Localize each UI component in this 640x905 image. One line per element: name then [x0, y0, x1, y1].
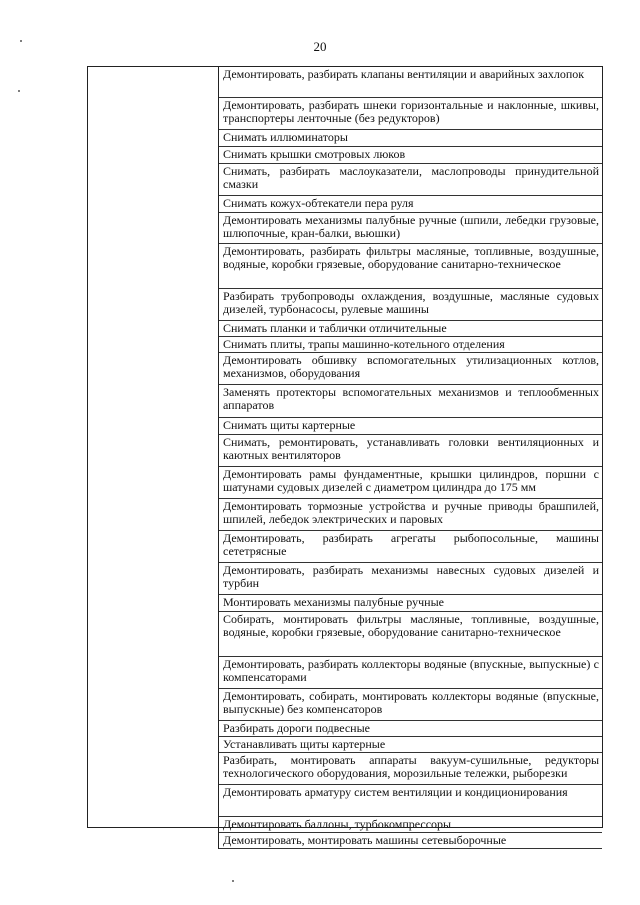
table-row: Демонтировать баллоны, турбокомпрессоры: [219, 817, 602, 833]
table-row: Собирать, монтировать фильтры масляные, топливные, воздушные, водяные, коробки грязевые, оборудование санитарно-техническое: [219, 612, 602, 657]
table-row: Демонтировать, монтировать машины сетевыборочные: [219, 833, 602, 849]
table-row: Заменять протекторы вспомогательных механизмов и теплообменных аппаратов: [219, 385, 602, 418]
table-row: Снимать планки и таблички отличительные: [219, 321, 602, 337]
table-row: Демонтировать обшивку вспомогательных утилизационных котлов, механизмов, оборудования: [219, 353, 602, 385]
table-row: Разбирать дороги подвесные: [219, 721, 602, 737]
table-row: Снимать крышки смотровых люков: [219, 147, 602, 164]
table-row: Демонтировать, разбирать механизмы навесных судовых дизелей и турбин: [219, 563, 602, 595]
table-row: Разбирать, монтировать аппараты вакуум-сушильные, редукторы технологического оборудования, морозильные тележки, рыборезки: [219, 753, 602, 785]
scan-speck: [20, 40, 22, 42]
left-empty-column: [87, 66, 219, 826]
table-row: Демонтировать арматуру систем вентиляции и кондиционирования: [219, 785, 602, 817]
table-row: Монтировать механизмы палубные ручные: [219, 595, 602, 612]
table-row: Снимать плиты, трапы машинно-котельного отделения: [219, 337, 602, 353]
table-row: Снимать кожух-обтекатели пера руля: [219, 196, 602, 213]
page-number: 20: [313, 39, 327, 54]
scan-speck: [232, 880, 234, 882]
table-row: Демонтировать тормозные устройства и ручные приводы брашпилей, шпилей, лебедок электрических и паровых: [219, 499, 602, 531]
table-row: Разбирать трубопроводы охлаждения, воздушные, масляные судовых дизелей, турбонасосы, рулевые машины: [219, 289, 602, 321]
work-list-table: [218, 66, 602, 849]
table-row: Демонтировать, разбирать шнеки горизонтальные и наклонные, шкивы, транспортеры ленточные (без редукторов): [219, 98, 602, 130]
table-row: Демонтировать, разбирать клапаны вентиляции и аварийных захлопок: [219, 66, 602, 98]
table-row: Устанавливать щиты картерные: [219, 737, 602, 753]
table-row: Демонтировать, разбирать агрегаты рыбопосольные, машины сететрясные: [219, 531, 602, 563]
table-row: Снимать щиты картерные: [219, 418, 602, 435]
table-row: Снимать, разбирать маслоуказатели, маслопроводы принудительной смазки: [219, 164, 602, 196]
table-row: Демонтировать, разбирать коллекторы водяные (впускные, выпускные) с компенсаторами: [219, 657, 602, 689]
table-row: Демонтировать рамы фундаментные, крышки цилиндров, поршни с шатунами судовых дизелей с диаметром цилиндра до 175 мм: [219, 467, 602, 499]
table-row: Снимать, ремонтировать, устанавливать головки вентиляционных и каютных вентиляторов: [219, 435, 602, 467]
scan-speck: [18, 90, 20, 92]
table-row: Демонтировать, собирать, монтировать коллекторы водяные (впускные, выпускные) без компенсаторов: [219, 689, 602, 721]
table-row: Демонтировать, разбирать фильтры масляные, топливные, воздушные, водяные, коробки грязевые, оборудование санитарно-техническое: [219, 244, 602, 289]
table-row: Демонтировать механизмы палубные ручные (шпили, лебедки грузовые, шлюпочные, кран-балки, вьюшки): [219, 213, 602, 244]
table-row: Снимать иллюминаторы: [219, 130, 602, 147]
